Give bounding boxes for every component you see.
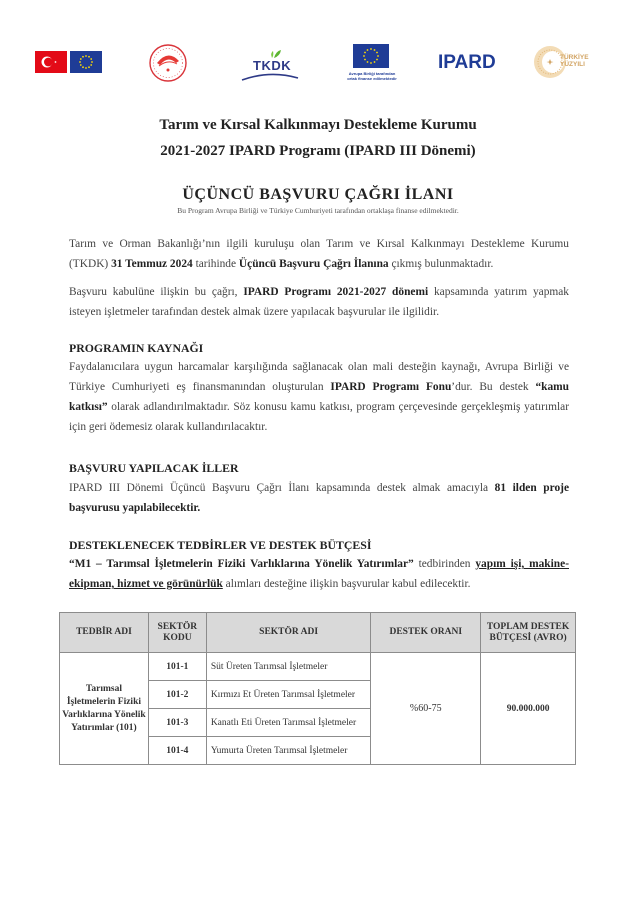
sector-code-cell: 101-3: [148, 709, 206, 737]
support-rate-cell: %60-75: [371, 653, 481, 765]
ipard-logo: IPARD: [438, 52, 496, 73]
measures-heading: DESTEKLENECEK TEDBİRLER VE DESTEK BÜTÇESİ: [69, 538, 372, 552]
text-span: Başvuru kabulüne ilişkin bu çağrı,: [69, 286, 244, 298]
fund-name: IPARD Programı Fonu: [330, 381, 452, 393]
funding-subtitle: Bu Program Avrupa Birliği ve Türkiye Cumhuriyeti tarafından ortaklaşa finanse edilmektedir.: [177, 206, 459, 215]
expense-types: yapım işi, makine-ekipman, hizmet ve görünürlük: [69, 558, 569, 590]
header-measure: TEDBİR ADI: [60, 613, 149, 653]
text-span: tarihinde: [192, 258, 239, 270]
program-title: 2021-2027 IPARD Programı (IPARD III Dönemi): [160, 143, 476, 159]
text-span: çıkmış bulunmaktadır.: [388, 258, 494, 270]
ministry-seal-icon: [148, 43, 188, 88]
text-span: alımları desteğine ilişkin başvurular kabul edilecektir.: [222, 578, 471, 590]
sector-name-cell: Kırmızı Et Üreten Tarımsal İşletmeler: [206, 681, 371, 709]
turkiye-yuzyili-logo: [533, 44, 603, 84]
text-span: kapsamında yatırım yapmak isteyen işletmeler tarafından destek almak üzere yapılacak başvurular ile ilgilidir.: [69, 286, 569, 318]
yuzyili-text: YÜZYILI: [560, 61, 585, 68]
total-budget-cell: 90.000.000: [481, 653, 576, 765]
turkish-flag-icon: [35, 51, 67, 73]
eu-caption-line-1: Avrupa Birliği tarafından: [348, 71, 396, 76]
table-row: [60, 653, 576, 681]
text-span: ’dur. Bu destek: [451, 381, 536, 393]
eu-caption-line-2: ortak finanse edilmektedir: [347, 76, 397, 81]
announcement-title: ÜÇÜNCÜ BAŞVURU ÇAĞRI İLANI: [182, 186, 454, 203]
header-total-budget: TOPLAM DESTEK BÜTÇESİ (AVRO): [481, 613, 576, 653]
tkdk-logo-text: TKDK: [253, 58, 292, 73]
sector-code-cell: 101-1: [148, 653, 206, 681]
sector-name-cell: Kanatlı Eti Üreten Tarımsal İşletmeler: [206, 709, 371, 737]
call-date: 31 Temmuz 2024: [111, 258, 193, 270]
source-paragraph: [69, 357, 569, 437]
text-span: tedbirinden: [413, 558, 476, 570]
provinces-heading: BAŞVURU YAPILACAK İLLER: [69, 461, 239, 475]
measures-paragraph: [69, 554, 569, 594]
text-span: Faydalanıcılara uygun harcamalar karşılığında sağlanacak olan mali desteğin kaynağı, Avrupa Birliği ve Türkiye Cumhuriyeti eş finansmanından oluşturulan: [69, 361, 569, 393]
public-contribution: “kamu katkısı”: [69, 381, 569, 413]
measure-name: “M1 – Tarımsal İşletmelerin Fiziki Varlıklarına Yönelik Yatırımlar”: [69, 558, 414, 570]
province-count: 81 ilden proje başvurusu yapılabilecektir.: [69, 482, 569, 514]
table-header-row: [60, 613, 576, 653]
institution-title: Tarım ve Kırsal Kalkınmayı Destekleme Kurumu: [159, 117, 477, 133]
sector-name-cell: Süt Üreten Tarımsal İşletmeler: [206, 653, 371, 681]
turkiye-text: TÜRKİYE: [560, 54, 589, 61]
provinces-paragraph: [69, 478, 569, 518]
eu-flag-icon: [70, 51, 102, 73]
intro-paragraph-2: [69, 282, 569, 322]
budget-table: [59, 612, 576, 765]
program-period: IPARD Programı 2021-2027 dönemi: [243, 286, 429, 298]
sector-code-cell: 101-2: [148, 681, 206, 709]
text-span: IPARD III Dönemi Üçüncü Başvuru Çağrı İlanı kapsamında destek almak amacıyla: [69, 482, 495, 494]
text-span: Tarım ve Orman Bakanlığı’nın ilgili kuruluşu olan Tarım ve Kırsal Kalkınmayı Destekleme Kurumu (TKDK): [69, 238, 569, 270]
header-sector-code: SEKTÖR KODU: [148, 613, 206, 653]
sector-name-cell: Yumurta Üreten Tarımsal İşletmeler: [206, 737, 371, 765]
eu-cofinance-logo: [347, 44, 408, 88]
logo-bar: [0, 40, 636, 90]
measure-cell: Tarımsal İşletmelerin Fiziki Varlıklarına Yönelik Yatırımlar (101): [60, 653, 149, 765]
call-name: Üçüncü Başvuru Çağrı İlanına: [238, 258, 389, 270]
eu-flag-small-icon: [353, 44, 389, 68]
source-heading: PROGRAMIN KAYNAĞI: [69, 341, 204, 355]
sector-code-cell: 101-4: [148, 737, 206, 765]
header-support-rate: DESTEK ORANI: [371, 613, 481, 653]
tkdk-logo: [240, 48, 300, 82]
header-sector-name: SEKTÖR ADI: [206, 613, 371, 653]
intro-paragraph-1: [69, 234, 569, 274]
text-span: olarak adlandırılmaktadır. Söz konusu kamu katkısı, program çerçevesinde gerçekleşmiş yatırımlar için geri ödemesiz olarak kullandırılacaktır.: [69, 401, 569, 433]
